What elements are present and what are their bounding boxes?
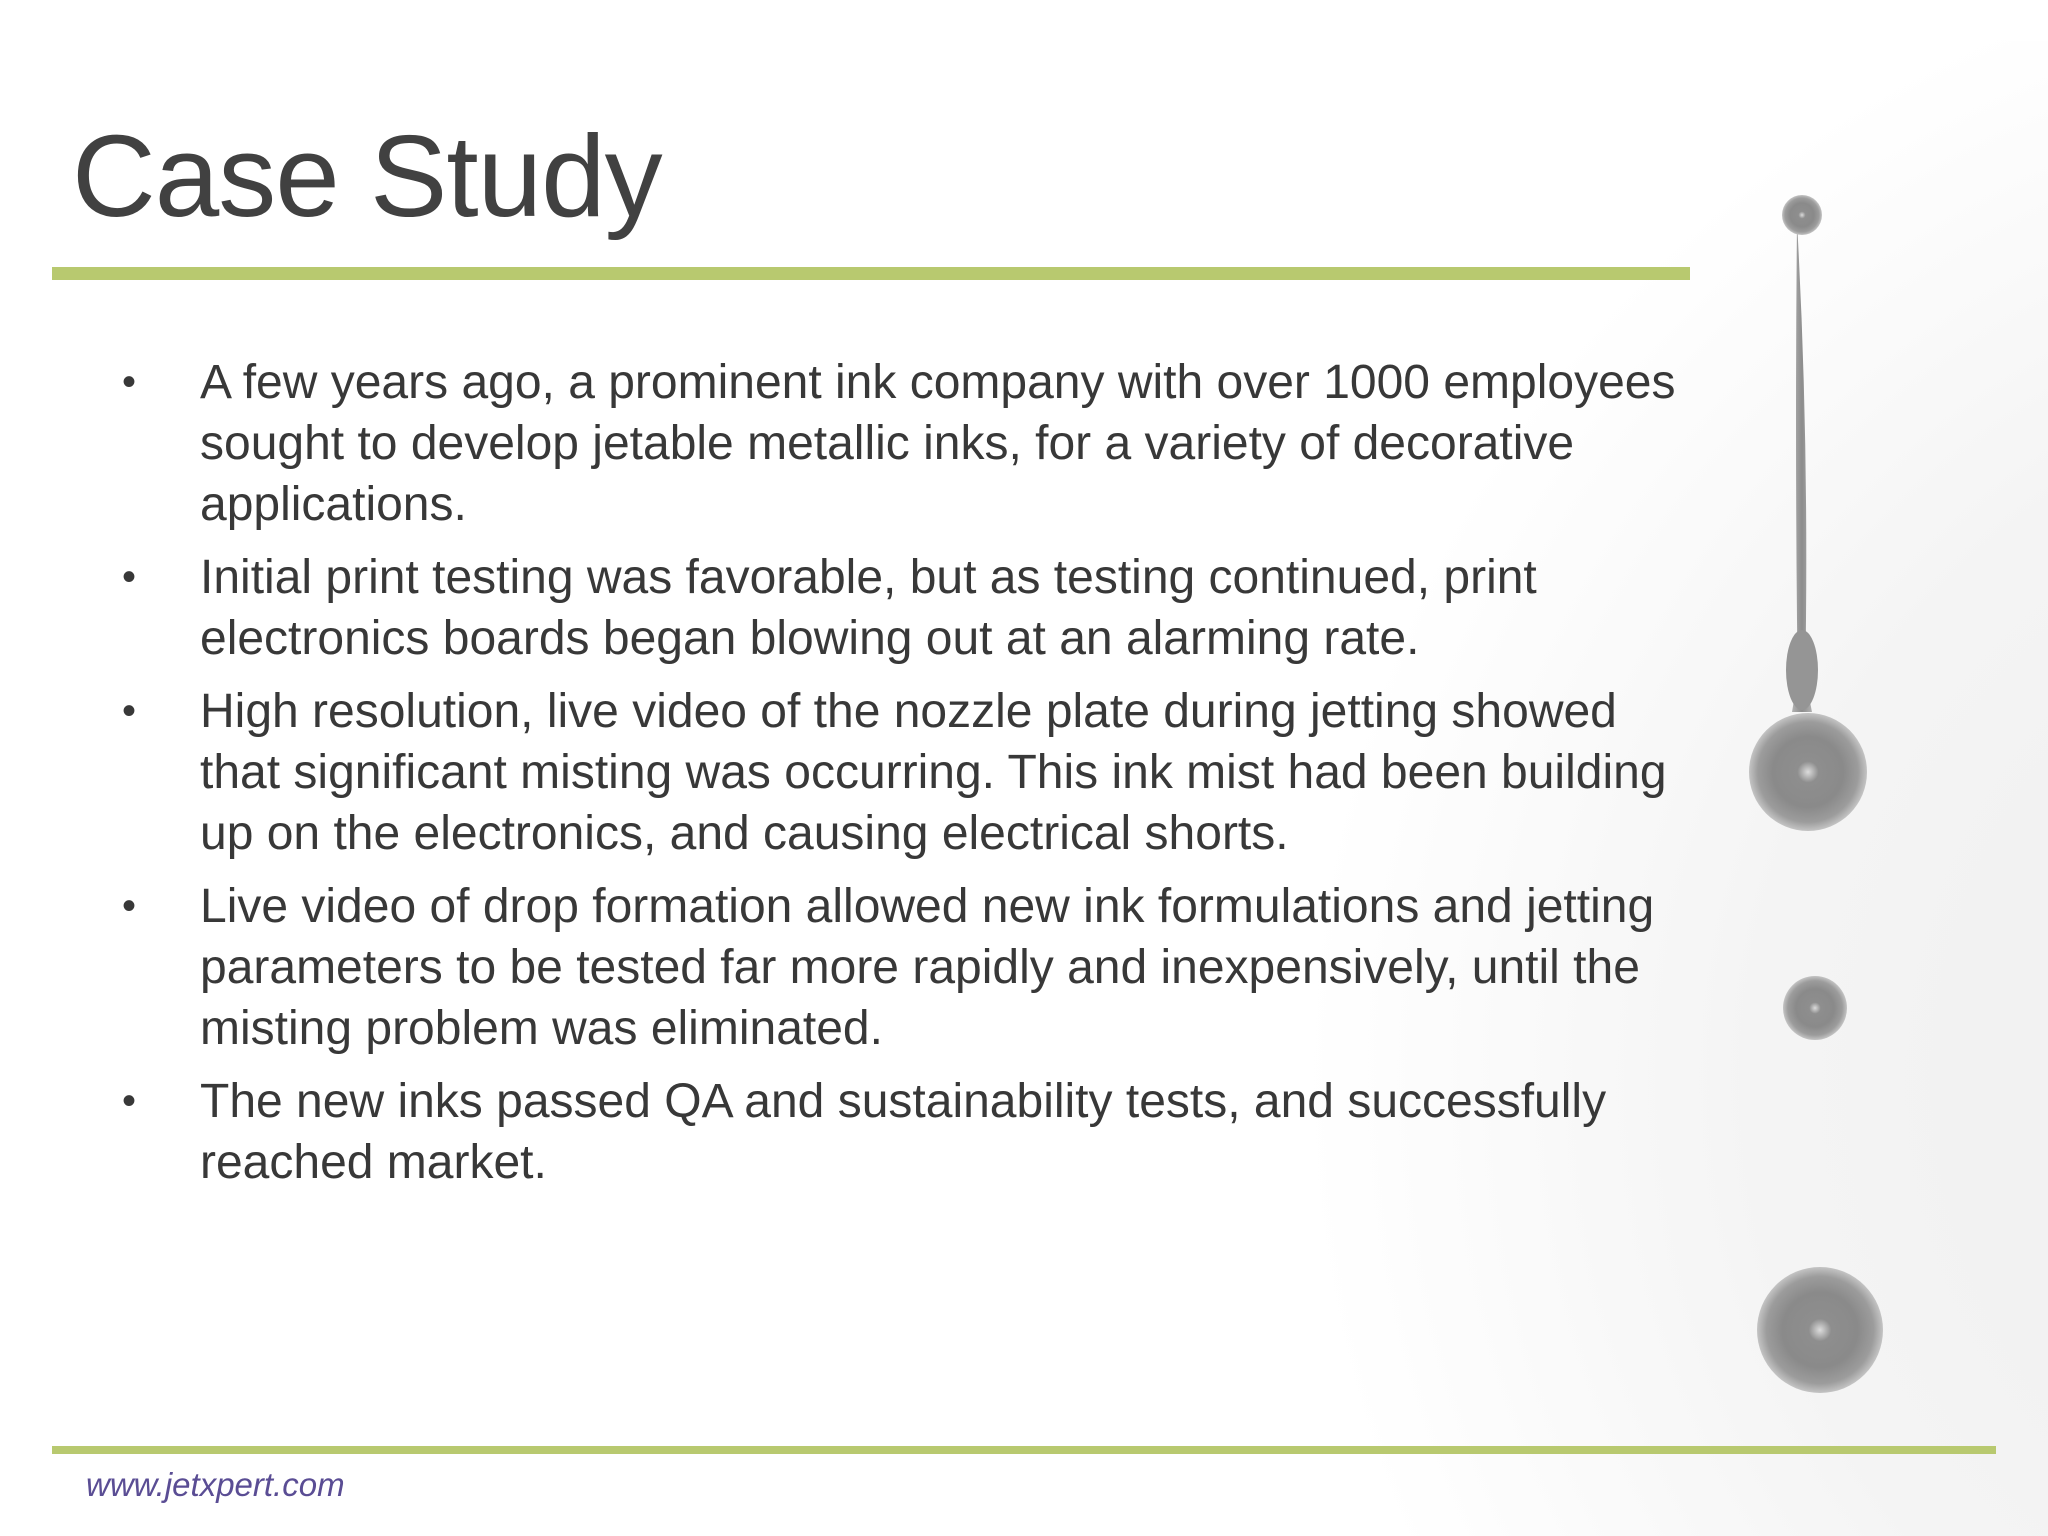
bullet-text: Live video of drop formation allowed new ink formulations and jetting parameters to be tested far more rapidly and inexpensively, until the misting problem was eliminated. xyxy=(200,880,1655,1055)
bullet-item xyxy=(118,352,1678,535)
footer-website-link[interactable]: www.jetxpert.com xyxy=(86,1466,345,1503)
bullet-text: High resolution, live video of the nozzle plate during jetting showed that significant misting was occurring. This ink mist had been building up on the electronics, and causing electrical shorts. xyxy=(200,685,1667,860)
bullet-text: The new inks passed QA and sustainability tests, and successfully reached market. xyxy=(200,1075,1607,1189)
bullet-icon: • xyxy=(122,360,137,404)
slide-title: Case Study xyxy=(72,111,662,241)
bullet-text: A few years ago, a prominent ink company with over 1000 employees sought to develop jetable metallic inks, for a variety of decorative applications. xyxy=(200,356,1676,531)
bullet-list xyxy=(118,352,1678,1205)
bullet-text: Initial print testing was favorable, but as testing continued, print electronics boards began blowing out at an alarming rate. xyxy=(200,551,1537,665)
bullet-icon: • xyxy=(122,555,137,599)
bullet-icon: • xyxy=(122,1079,137,1123)
lower-drop xyxy=(1757,1267,1883,1393)
bullet-item xyxy=(118,681,1678,864)
primary-drop xyxy=(1749,713,1867,831)
bullet-item xyxy=(118,547,1678,669)
ligament-neck xyxy=(1786,630,1818,710)
bullet-icon: • xyxy=(122,689,137,733)
ligament-tip-drop xyxy=(1782,195,1822,235)
bullet-item xyxy=(118,1071,1678,1193)
bullet-item xyxy=(118,876,1678,1059)
footer-divider xyxy=(52,1446,1996,1454)
title-divider xyxy=(52,267,1690,280)
bullet-icon: • xyxy=(122,884,137,928)
satellite-drop xyxy=(1783,976,1847,1040)
